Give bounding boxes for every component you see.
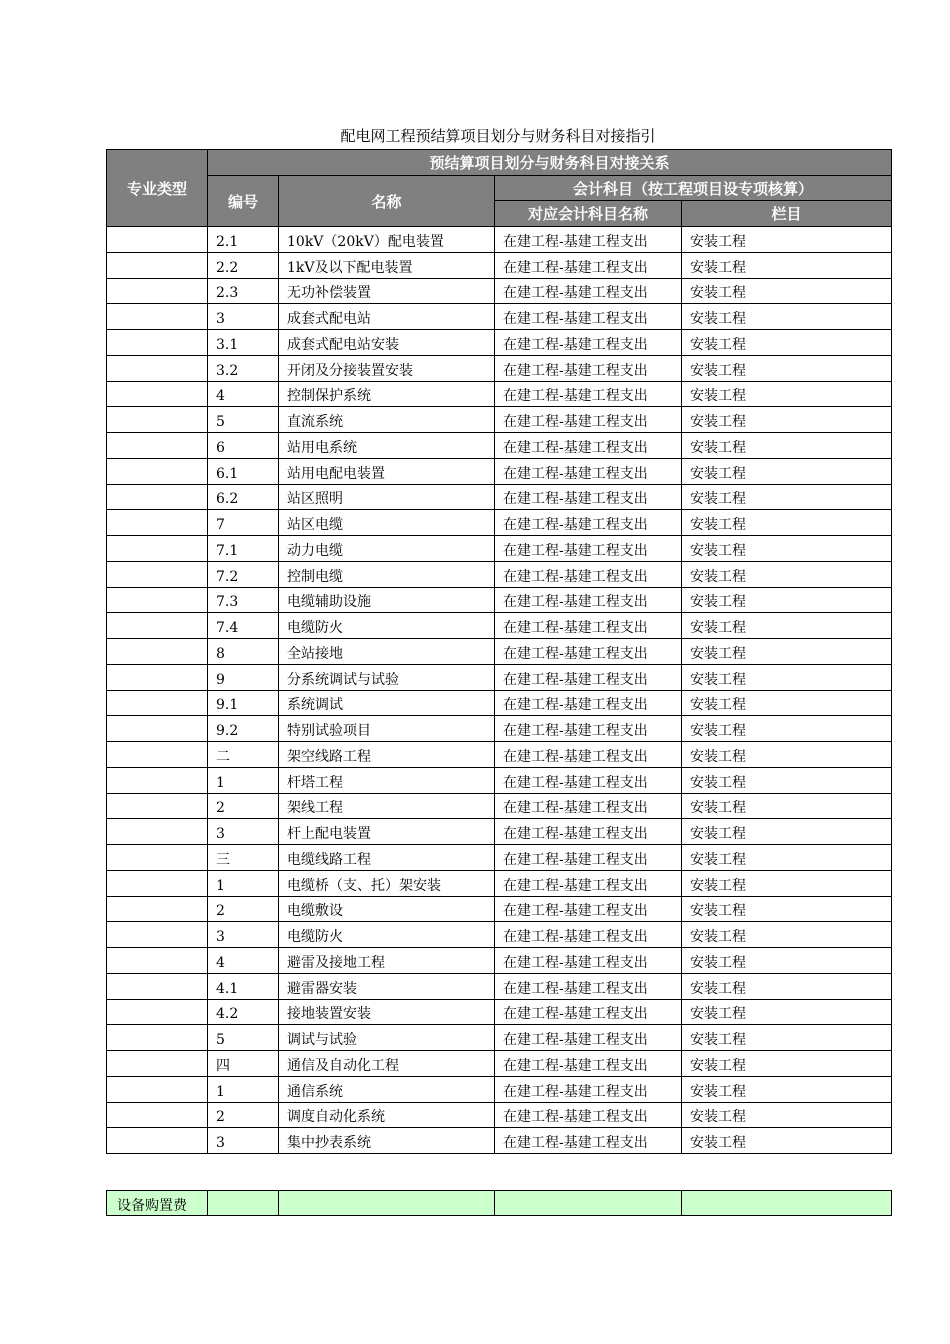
number-cell: 6.2 bbox=[208, 484, 279, 510]
table-row bbox=[107, 510, 892, 536]
number-cell: 4 bbox=[208, 948, 279, 974]
table-row bbox=[107, 767, 892, 793]
column-cell: 安装工程 bbox=[682, 433, 892, 459]
specialty-cell bbox=[107, 1025, 208, 1051]
account-cell: 在建工程-基建工程支出 bbox=[495, 896, 682, 922]
column-cell: 安装工程 bbox=[682, 1076, 892, 1102]
table-row bbox=[107, 278, 892, 304]
name-cell: 站用电配电装置 bbox=[279, 458, 495, 484]
column-cell: 安装工程 bbox=[682, 587, 892, 613]
table-body bbox=[107, 227, 892, 1154]
page-title: 配电网工程预结算项目划分与财务科目对接指引 bbox=[340, 127, 656, 145]
account-cell: 在建工程-基建工程支出 bbox=[495, 433, 682, 459]
table-row bbox=[107, 716, 892, 742]
equipment-purchase-row bbox=[106, 1190, 892, 1216]
table-row bbox=[107, 896, 892, 922]
account-cell: 在建工程-基建工程支出 bbox=[495, 458, 682, 484]
table-row bbox=[107, 845, 892, 871]
table-row bbox=[107, 407, 892, 433]
column-cell: 安装工程 bbox=[682, 690, 892, 716]
name-cell: 站用电系统 bbox=[279, 433, 495, 459]
account-cell: 在建工程-基建工程支出 bbox=[495, 278, 682, 304]
table-row bbox=[107, 1025, 892, 1051]
empty-cell bbox=[208, 1191, 279, 1216]
account-cell: 在建工程-基建工程支出 bbox=[495, 1128, 682, 1154]
number-cell: 7.4 bbox=[208, 613, 279, 639]
specialty-cell bbox=[107, 227, 208, 253]
account-cell: 在建工程-基建工程支出 bbox=[495, 1076, 682, 1102]
specialty-cell bbox=[107, 484, 208, 510]
specialty-cell bbox=[107, 1076, 208, 1102]
name-cell: 电缆敷设 bbox=[279, 896, 495, 922]
column-cell: 安装工程 bbox=[682, 561, 892, 587]
specialty-cell bbox=[107, 896, 208, 922]
account-cell: 在建工程-基建工程支出 bbox=[495, 845, 682, 871]
table-row bbox=[107, 690, 892, 716]
name-cell: 控制电缆 bbox=[279, 561, 495, 587]
number-cell: 1 bbox=[208, 1076, 279, 1102]
account-cell: 在建工程-基建工程支出 bbox=[495, 561, 682, 587]
table-row bbox=[107, 613, 892, 639]
name-cell: 1kV及以下配电装置 bbox=[279, 252, 495, 278]
account-cell: 在建工程-基建工程支出 bbox=[495, 999, 682, 1025]
account-cell: 在建工程-基建工程支出 bbox=[495, 716, 682, 742]
column-cell: 安装工程 bbox=[682, 484, 892, 510]
name-cell: 杆塔工程 bbox=[279, 767, 495, 793]
column-cell: 安装工程 bbox=[682, 793, 892, 819]
account-cell: 在建工程-基建工程支出 bbox=[495, 587, 682, 613]
name-cell: 集中抄表系统 bbox=[279, 1128, 495, 1154]
header-name: 名称 bbox=[279, 176, 495, 227]
column-cell: 安装工程 bbox=[682, 330, 892, 356]
account-cell: 在建工程-基建工程支出 bbox=[495, 870, 682, 896]
column-cell: 安装工程 bbox=[682, 767, 892, 793]
column-cell: 安装工程 bbox=[682, 1102, 892, 1128]
number-cell: 7.1 bbox=[208, 536, 279, 562]
specialty-cell bbox=[107, 330, 208, 356]
specialty-cell bbox=[107, 510, 208, 536]
name-cell: 电缆线路工程 bbox=[279, 845, 495, 871]
account-cell: 在建工程-基建工程支出 bbox=[495, 793, 682, 819]
specialty-cell bbox=[107, 1128, 208, 1154]
account-cell: 在建工程-基建工程支出 bbox=[495, 664, 682, 690]
table-row bbox=[107, 433, 892, 459]
specialty-cell bbox=[107, 948, 208, 974]
number-cell: 3 bbox=[208, 819, 279, 845]
account-cell: 在建工程-基建工程支出 bbox=[495, 355, 682, 381]
name-cell: 成套式配电站 bbox=[279, 304, 495, 330]
column-cell: 安装工程 bbox=[682, 819, 892, 845]
account-cell: 在建工程-基建工程支出 bbox=[495, 227, 682, 253]
number-cell: 4.1 bbox=[208, 973, 279, 999]
specialty-cell bbox=[107, 767, 208, 793]
column-cell: 安装工程 bbox=[682, 227, 892, 253]
column-cell: 安装工程 bbox=[682, 716, 892, 742]
empty-cell bbox=[495, 1191, 682, 1216]
table-row bbox=[107, 587, 892, 613]
account-cell: 在建工程-基建工程支出 bbox=[495, 639, 682, 665]
column-cell: 安装工程 bbox=[682, 613, 892, 639]
name-cell: 分系统调试与试验 bbox=[279, 664, 495, 690]
name-cell: 通信系统 bbox=[279, 1076, 495, 1102]
name-cell: 系统调试 bbox=[279, 690, 495, 716]
name-cell: 电缆防火 bbox=[279, 613, 495, 639]
column-cell: 安装工程 bbox=[682, 1025, 892, 1051]
specialty-cell bbox=[107, 870, 208, 896]
account-cell: 在建工程-基建工程支出 bbox=[495, 407, 682, 433]
header-accounting: 会计科目（按工程项目设专项核算） bbox=[495, 176, 892, 201]
table-row bbox=[107, 355, 892, 381]
specialty-cell bbox=[107, 639, 208, 665]
specialty-cell bbox=[107, 355, 208, 381]
number-cell: 三 bbox=[208, 845, 279, 871]
account-cell: 在建工程-基建工程支出 bbox=[495, 690, 682, 716]
number-cell: 2 bbox=[208, 1102, 279, 1128]
account-cell: 在建工程-基建工程支出 bbox=[495, 330, 682, 356]
number-cell: 5 bbox=[208, 407, 279, 433]
specialty-cell bbox=[107, 278, 208, 304]
account-cell: 在建工程-基建工程支出 bbox=[495, 1102, 682, 1128]
name-cell: 接地装置安装 bbox=[279, 999, 495, 1025]
table-row bbox=[107, 1051, 892, 1077]
account-cell: 在建工程-基建工程支出 bbox=[495, 510, 682, 536]
column-cell: 安装工程 bbox=[682, 999, 892, 1025]
number-cell: 5 bbox=[208, 1025, 279, 1051]
name-cell: 通信及自动化工程 bbox=[279, 1051, 495, 1077]
column-cell: 安装工程 bbox=[682, 381, 892, 407]
specialty-cell bbox=[107, 381, 208, 407]
specialty-cell bbox=[107, 458, 208, 484]
specialty-cell bbox=[107, 845, 208, 871]
column-cell: 安装工程 bbox=[682, 536, 892, 562]
table-row bbox=[107, 484, 892, 510]
table-row bbox=[107, 1102, 892, 1128]
table-row bbox=[107, 1128, 892, 1154]
specialty-cell bbox=[107, 561, 208, 587]
table-row bbox=[107, 381, 892, 407]
account-cell: 在建工程-基建工程支出 bbox=[495, 922, 682, 948]
table-row bbox=[107, 664, 892, 690]
number-cell: 2 bbox=[208, 896, 279, 922]
account-cell: 在建工程-基建工程支出 bbox=[495, 948, 682, 974]
table-row bbox=[107, 252, 892, 278]
specialty-cell bbox=[107, 304, 208, 330]
column-cell: 安装工程 bbox=[682, 1128, 892, 1154]
column-cell: 安装工程 bbox=[682, 252, 892, 278]
table-row bbox=[107, 973, 892, 999]
specialty-cell bbox=[107, 999, 208, 1025]
account-cell: 在建工程-基建工程支出 bbox=[495, 1025, 682, 1051]
account-cell: 在建工程-基建工程支出 bbox=[495, 742, 682, 768]
name-cell: 直流系统 bbox=[279, 407, 495, 433]
table-row bbox=[107, 536, 892, 562]
column-cell: 安装工程 bbox=[682, 278, 892, 304]
header-account-name: 对应会计科目名称 bbox=[495, 201, 682, 227]
name-cell: 架空线路工程 bbox=[279, 742, 495, 768]
column-cell: 安装工程 bbox=[682, 510, 892, 536]
number-cell: 3.1 bbox=[208, 330, 279, 356]
number-cell: 2.2 bbox=[208, 252, 279, 278]
name-cell: 站区照明 bbox=[279, 484, 495, 510]
column-cell: 安装工程 bbox=[682, 664, 892, 690]
specialty-cell bbox=[107, 664, 208, 690]
table-row bbox=[107, 458, 892, 484]
table-header bbox=[107, 150, 892, 227]
specialty-cell bbox=[107, 613, 208, 639]
account-cell: 在建工程-基建工程支出 bbox=[495, 381, 682, 407]
number-cell: 9.1 bbox=[208, 690, 279, 716]
specialty-cell bbox=[107, 407, 208, 433]
number-cell: 2 bbox=[208, 793, 279, 819]
column-cell: 安装工程 bbox=[682, 922, 892, 948]
number-cell: 7.2 bbox=[208, 561, 279, 587]
name-cell: 电缆辅助设施 bbox=[279, 587, 495, 613]
specialty-cell bbox=[107, 793, 208, 819]
specialty-cell bbox=[107, 716, 208, 742]
column-cell: 安装工程 bbox=[682, 639, 892, 665]
number-cell: 6.1 bbox=[208, 458, 279, 484]
specialty-cell bbox=[107, 587, 208, 613]
name-cell: 特别试验项目 bbox=[279, 716, 495, 742]
header-specialty: 专业类型 bbox=[107, 150, 208, 227]
name-cell: 无功补偿装置 bbox=[279, 278, 495, 304]
table-row bbox=[107, 561, 892, 587]
name-cell: 避雷器安装 bbox=[279, 973, 495, 999]
account-cell: 在建工程-基建工程支出 bbox=[495, 536, 682, 562]
equipment-purchase-label: 设备购置费 bbox=[107, 1191, 208, 1216]
number-cell: 2.1 bbox=[208, 227, 279, 253]
account-cell: 在建工程-基建工程支出 bbox=[495, 767, 682, 793]
name-cell: 架线工程 bbox=[279, 793, 495, 819]
column-cell: 安装工程 bbox=[682, 742, 892, 768]
name-cell: 控制保护系统 bbox=[279, 381, 495, 407]
number-cell: 二 bbox=[208, 742, 279, 768]
table-row bbox=[107, 922, 892, 948]
name-cell: 站区电缆 bbox=[279, 510, 495, 536]
column-cell: 安装工程 bbox=[682, 355, 892, 381]
number-cell: 8 bbox=[208, 639, 279, 665]
number-cell: 1 bbox=[208, 767, 279, 793]
column-cell: 安装工程 bbox=[682, 407, 892, 433]
specialty-cell bbox=[107, 690, 208, 716]
column-cell: 安装工程 bbox=[682, 948, 892, 974]
table-row bbox=[107, 227, 892, 253]
specialty-cell bbox=[107, 433, 208, 459]
empty-cell bbox=[682, 1191, 892, 1216]
column-cell: 安装工程 bbox=[682, 458, 892, 484]
table-row bbox=[107, 870, 892, 896]
number-cell: 7.3 bbox=[208, 587, 279, 613]
name-cell: 动力电缆 bbox=[279, 536, 495, 562]
table-row bbox=[107, 999, 892, 1025]
account-cell: 在建工程-基建工程支出 bbox=[495, 484, 682, 510]
column-cell: 安装工程 bbox=[682, 870, 892, 896]
name-cell: 杆上配电装置 bbox=[279, 819, 495, 845]
number-cell: 6 bbox=[208, 433, 279, 459]
table-row bbox=[107, 1076, 892, 1102]
account-cell: 在建工程-基建工程支出 bbox=[495, 973, 682, 999]
number-cell: 3 bbox=[208, 922, 279, 948]
name-cell: 10kV（20kV）配电装置 bbox=[279, 227, 495, 253]
number-cell: 9 bbox=[208, 664, 279, 690]
header-number: 编号 bbox=[208, 176, 279, 227]
table-row bbox=[107, 819, 892, 845]
specialty-cell bbox=[107, 742, 208, 768]
name-cell: 电缆防火 bbox=[279, 922, 495, 948]
specialty-cell bbox=[107, 252, 208, 278]
account-cell: 在建工程-基建工程支出 bbox=[495, 304, 682, 330]
name-cell: 全站接地 bbox=[279, 639, 495, 665]
number-cell: 3.2 bbox=[208, 355, 279, 381]
mapping-table bbox=[106, 149, 892, 1154]
account-cell: 在建工程-基建工程支出 bbox=[495, 1051, 682, 1077]
account-cell: 在建工程-基建工程支出 bbox=[495, 613, 682, 639]
specialty-cell bbox=[107, 536, 208, 562]
number-cell: 4 bbox=[208, 381, 279, 407]
table-row bbox=[107, 639, 892, 665]
table-row bbox=[107, 304, 892, 330]
account-cell: 在建工程-基建工程支出 bbox=[495, 819, 682, 845]
name-cell: 调度自动化系统 bbox=[279, 1102, 495, 1128]
table-row bbox=[107, 793, 892, 819]
name-cell: 调试与试验 bbox=[279, 1025, 495, 1051]
specialty-cell bbox=[107, 973, 208, 999]
header-relation: 预结算项目划分与财务科目对接关系 bbox=[208, 150, 892, 176]
column-cell: 安装工程 bbox=[682, 973, 892, 999]
number-cell: 1 bbox=[208, 870, 279, 896]
specialty-cell bbox=[107, 1051, 208, 1077]
number-cell: 7 bbox=[208, 510, 279, 536]
specialty-cell bbox=[107, 819, 208, 845]
column-cell: 安装工程 bbox=[682, 896, 892, 922]
name-cell: 成套式配电站安装 bbox=[279, 330, 495, 356]
number-cell: 3 bbox=[208, 1128, 279, 1154]
empty-cell bbox=[279, 1191, 495, 1216]
column-cell: 安装工程 bbox=[682, 304, 892, 330]
specialty-cell bbox=[107, 922, 208, 948]
name-cell: 避雷及接地工程 bbox=[279, 948, 495, 974]
number-cell: 4.2 bbox=[208, 999, 279, 1025]
number-cell: 四 bbox=[208, 1051, 279, 1077]
name-cell: 开闭及分接装置安装 bbox=[279, 355, 495, 381]
specialty-cell bbox=[107, 1102, 208, 1128]
account-cell: 在建工程-基建工程支出 bbox=[495, 252, 682, 278]
number-cell: 2.3 bbox=[208, 278, 279, 304]
header-column: 栏目 bbox=[682, 201, 892, 227]
name-cell: 电缆桥（支、托）架安装 bbox=[279, 870, 495, 896]
column-cell: 安装工程 bbox=[682, 1051, 892, 1077]
table-row bbox=[107, 948, 892, 974]
number-cell: 3 bbox=[208, 304, 279, 330]
table-row bbox=[107, 330, 892, 356]
column-cell: 安装工程 bbox=[682, 845, 892, 871]
number-cell: 9.2 bbox=[208, 716, 279, 742]
table-row bbox=[107, 742, 892, 768]
